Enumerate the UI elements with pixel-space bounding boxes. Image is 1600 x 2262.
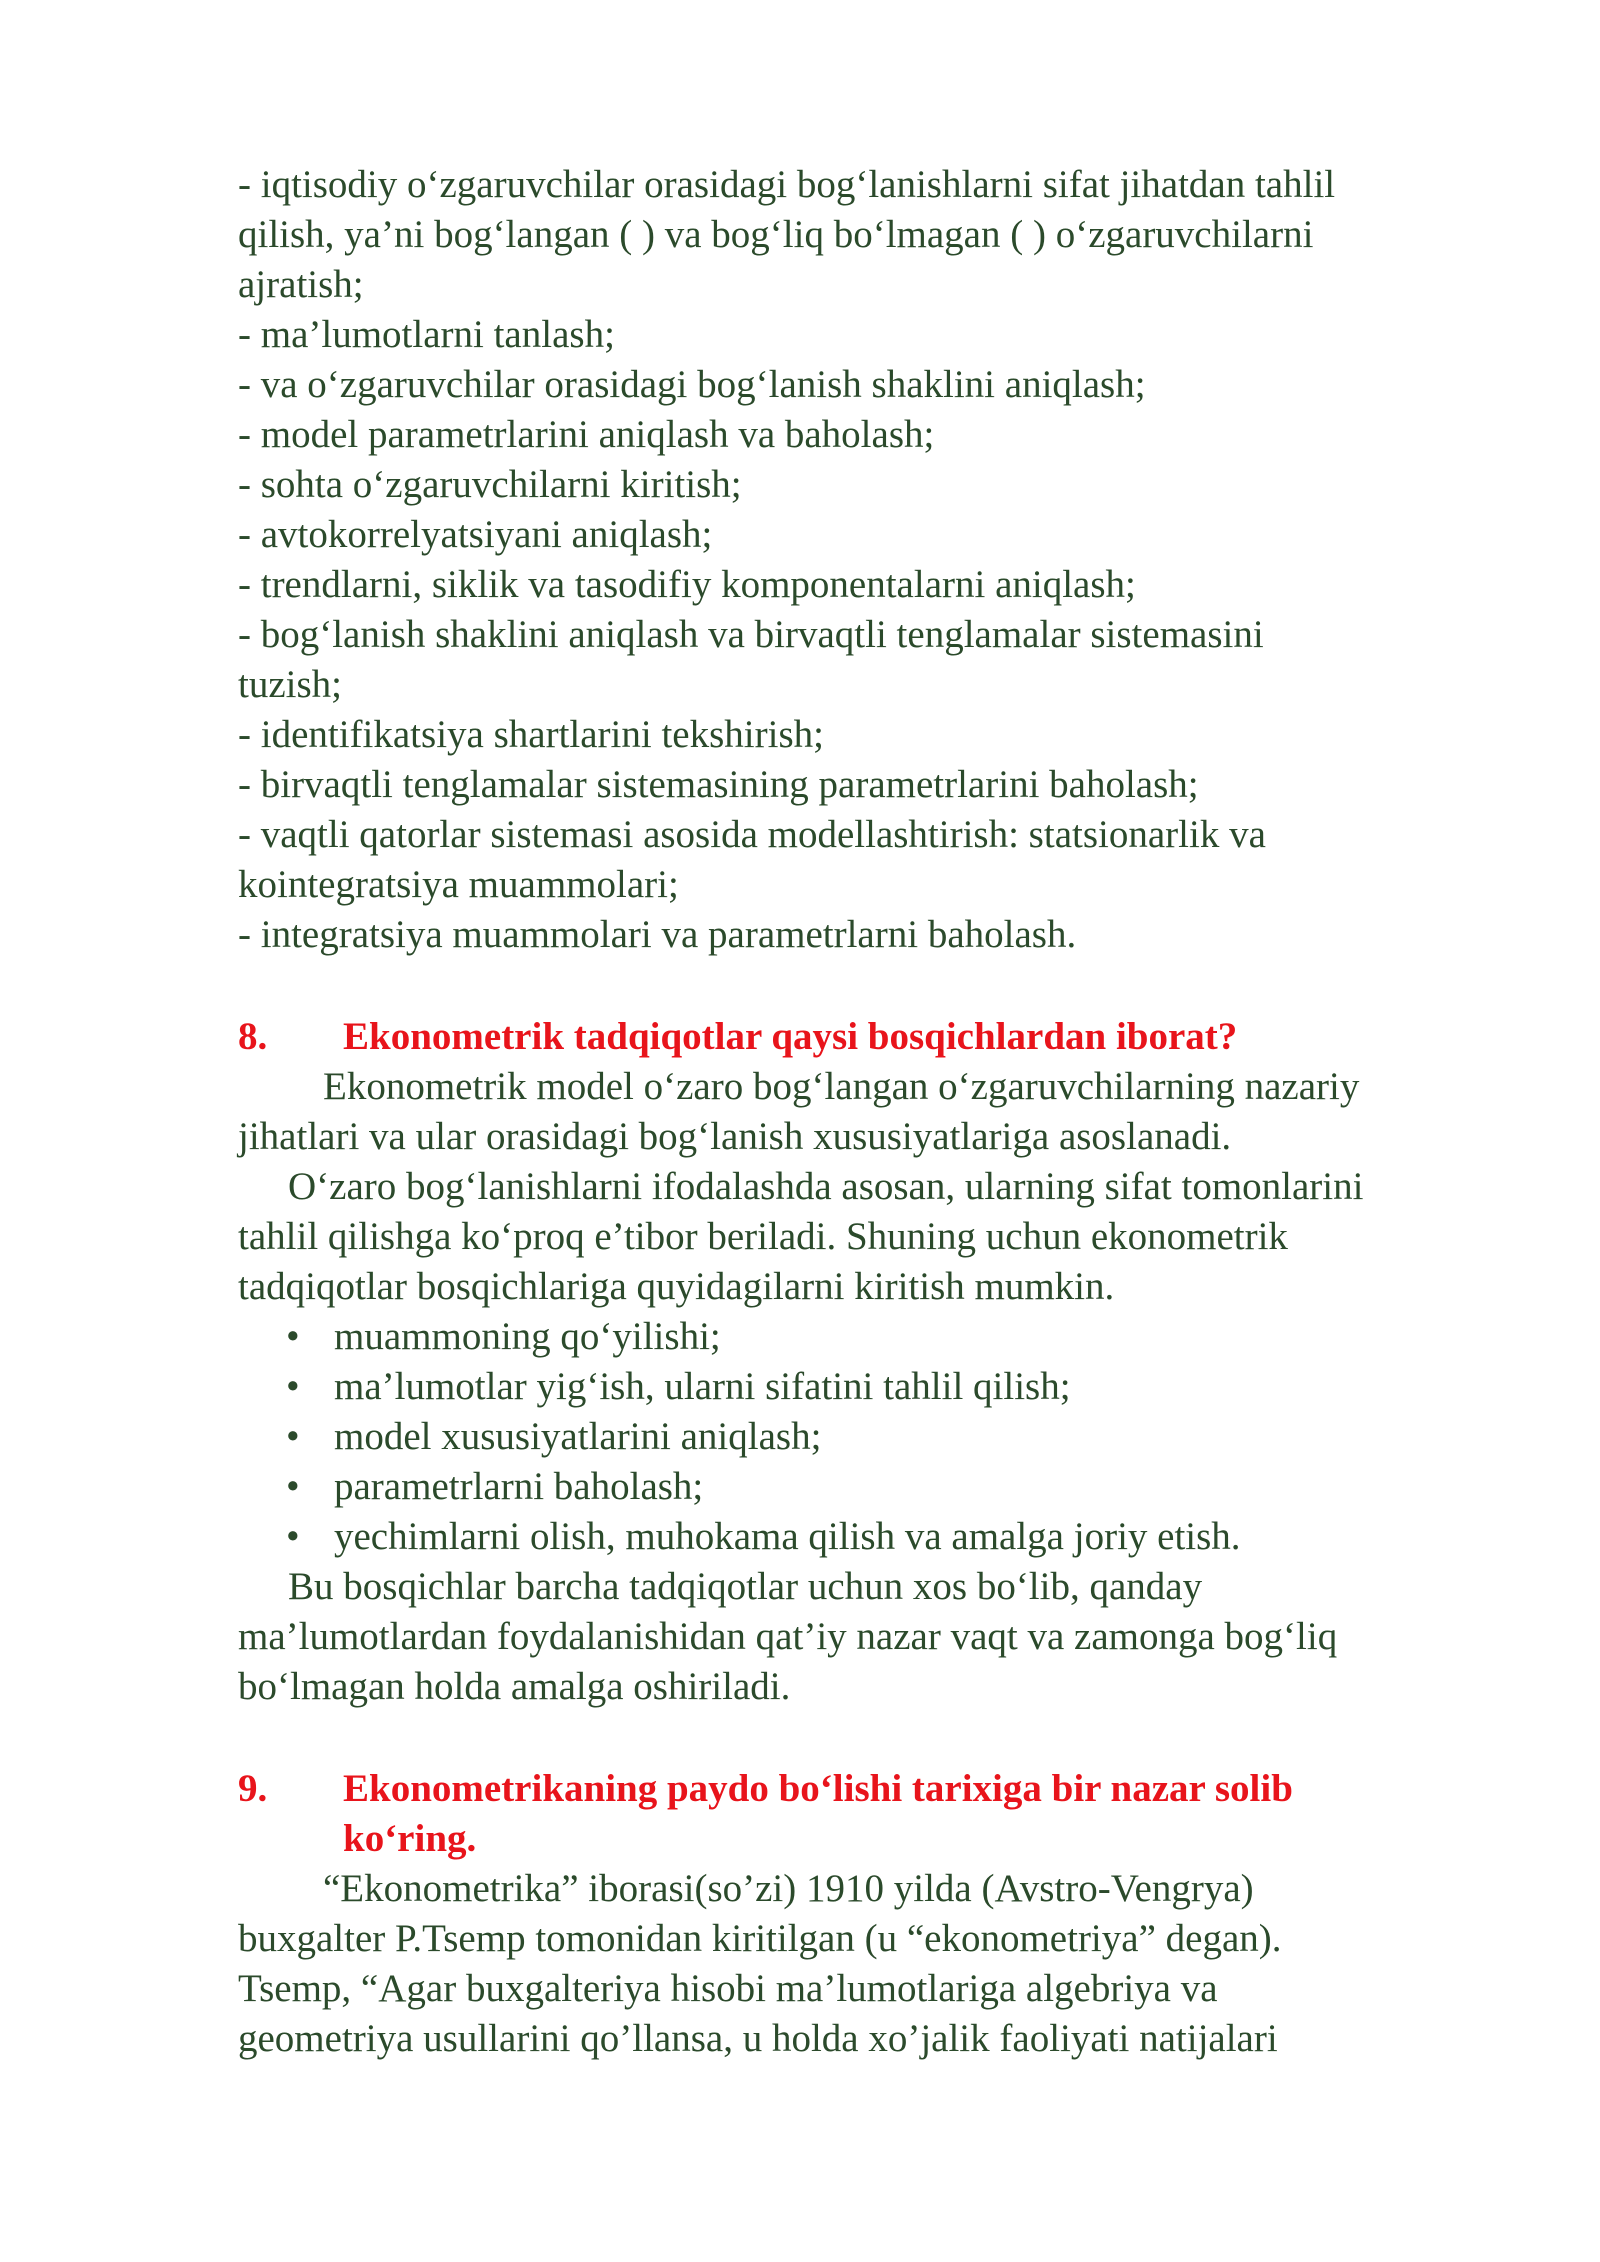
list-line: qilish, ya’ni bog‘langan ( ) va bog‘liq bo‘lmagan ( ) o‘zgaruvchilarni: [238, 213, 1314, 256]
list-item-text: parametrlarni baholash;: [334, 1465, 704, 1508]
list-line: - sohta o‘zgaruvchilarni kiritish;: [238, 463, 742, 506]
paragraph-line: jihatlari va ular orasidagi bog‘lanish xususiyatlariga asoslanadi.: [238, 1115, 1232, 1158]
spacer: [238, 960, 1468, 1012]
section-number: 8.: [238, 1015, 268, 1058]
list-line: tuzish;: [238, 663, 342, 706]
list-item: [238, 1362, 1468, 1412]
steps-list: [238, 160, 1468, 960]
paragraph-line: tadqiqotlar bosqichlariga quyidagilarni kiritish mumkin.: [238, 1265, 1115, 1308]
bullet-icon: •: [286, 1465, 300, 1508]
section-9-heading: [238, 1764, 1468, 1864]
list-line: - birvaqtli tenglamalar sistemasining parametrlarini baholash;: [238, 763, 1199, 806]
section-title: Ekonometrik tadqiqotlar qaysi bosqichlardan iborat?: [343, 1015, 1238, 1058]
bullet-icon: •: [286, 1515, 300, 1558]
list-line: - iqtisodiy o‘zgaruvchilar orasidagi bog‘lanishlarni sifat jihatdan tahlil: [238, 163, 1336, 206]
section-title-line: Ekonometrikaning paydo bo‘lishi tarixiga bir nazar solib: [343, 1767, 1293, 1810]
paragraph-line: Ekonometrik model o‘zaro bog‘langan o‘zgaruvchilarning nazariy: [323, 1065, 1360, 1108]
list-line: - vaqtli qatorlar sistemasi asosida modellashtirish: statsionarlik va: [238, 813, 1266, 856]
list-item-text: muammoning qo‘yilishi;: [334, 1315, 721, 1358]
list-line: - model parametrlarini aniqlash va baholash;: [238, 413, 935, 456]
list-line: - avtokorrelyatsiyani aniqlash;: [238, 513, 713, 556]
section-8-paragraph-2: [238, 1162, 1468, 1312]
paragraph-line: buxgalter P.Tsemp tomonidan kiritilgan (u “ekonometriya” degan).: [238, 1917, 1282, 1960]
bullet-icon: •: [286, 1415, 300, 1458]
list-item-text: model xususiyatlarini aniqlash;: [334, 1415, 822, 1458]
section-8-paragraph-3: [238, 1562, 1468, 1712]
list-item: [238, 1312, 1468, 1362]
bullet-icon: •: [286, 1365, 300, 1408]
list-item: [238, 1412, 1468, 1462]
section-8-paragraph-1: [238, 1062, 1468, 1162]
paragraph-line: “Ekonometrika” iborasi(so’zi) 1910 yilda (Avstro-Vengrya): [323, 1867, 1254, 1910]
section-title-line: ko‘ring.: [343, 1817, 477, 1860]
list-item-text: ma’lumotlar yig‘ish, ularni sifatini tahlil qilish;: [334, 1365, 1071, 1408]
paragraph-line: O‘zaro bog‘lanishlarni ifodalashda asosan, ularning sifat tomonlarini: [288, 1165, 1364, 1208]
document-page: [238, 160, 1468, 2064]
list-line: - integratsiya muammolari va parametrlarni baholash.: [238, 913, 1077, 956]
paragraph-line: bo‘lmagan holda amalga oshiriladi.: [238, 1665, 791, 1708]
stages-bullet-list: [238, 1312, 1468, 1562]
list-line: kointegratsiya muammolari;: [238, 863, 679, 906]
list-line: ajratish;: [238, 263, 364, 306]
paragraph-line: geometriya usullarini qo’llansa, u holda xo’jalik faoliyati natijalari: [238, 2017, 1278, 2060]
list-item-text: yechimlarni olish, muhokama qilish va amalga joriy etish.: [334, 1515, 1241, 1558]
section-title: [343, 1764, 1468, 1864]
section-9-paragraph-1: [238, 1864, 1468, 2064]
list-item: [238, 1512, 1468, 1562]
paragraph-line: Tsemp, “Agar buxgalteriya hisobi ma’lumotlariga algebriya va: [238, 1967, 1218, 2010]
spacer: [238, 1712, 1468, 1764]
paragraph-line: Bu bosqichlar barcha tadqiqotlar uchun xos bo‘lib, qanday: [288, 1565, 1203, 1608]
bullet-icon: •: [286, 1315, 300, 1358]
list-line: - va o‘zgaruvchilar orasidagi bog‘lanish shaklini aniqlash;: [238, 363, 1146, 406]
list-item: [238, 1462, 1468, 1512]
paragraph-line: tahlil qilishga ko‘proq e’tibor beriladi. Shuning uchun ekonometrik: [238, 1215, 1288, 1258]
paragraph-line: ma’lumotlardan foydalanishidan qat’iy nazar vaqt va zamonga bog‘liq: [238, 1615, 1338, 1658]
section-8-heading: [238, 1012, 1468, 1062]
list-line: - bog‘lanish shaklini aniqlash va birvaqtli tenglamalar sistemasini: [238, 613, 1264, 656]
list-line: - identifikatsiya shartlarini tekshirish;: [238, 713, 824, 756]
list-line: - trendlarni, siklik va tasodifiy komponentalarni aniqlash;: [238, 563, 1136, 606]
section-number: 9.: [238, 1767, 268, 1810]
list-line: - ma’lumotlarni tanlash;: [238, 313, 615, 356]
